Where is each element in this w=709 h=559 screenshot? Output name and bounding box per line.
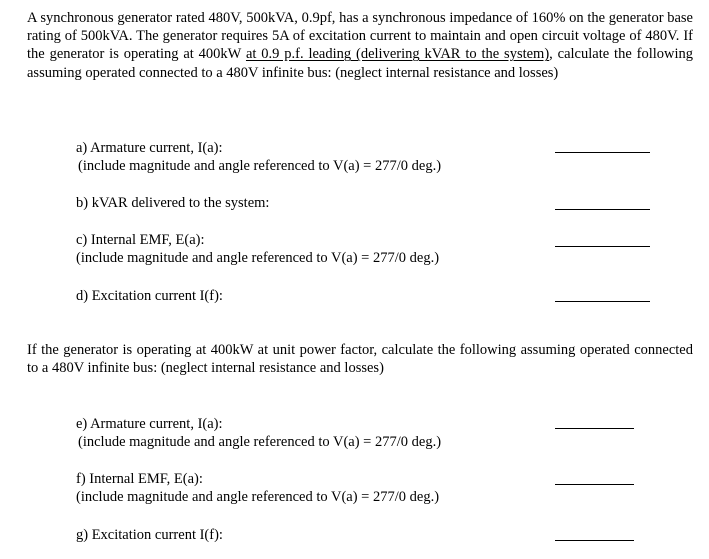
answer-blank-b[interactable] (555, 209, 650, 210)
intro-underlined-condition: at 0.9 p.f. leading (delivering kVAR to the system) (245, 46, 550, 63)
problem-intro-part2 (27, 341, 693, 377)
question-c-label: c) Internal EMF, E(a): (76, 232, 205, 248)
question-f-note: (include magnitude and angle referenced to V(a) = 277/0 deg.) (76, 489, 440, 506)
question-e-note: (include magnitude and angle referenced to V(a) = 277/0 deg.) (78, 434, 442, 451)
question-d-label: d) Excitation current I(f): (76, 288, 223, 304)
question-a-note: (include magnitude and angle referenced to V(a) = 277/0 deg.) (78, 158, 442, 175)
intro-text-a: A synchronous generator rated 480V, 500kVA, 0.9pf, has a synchronous impedance of 160% on the generator base rating of 500kVA. The generator requires 5A of excitation current to maintain and open circuit voltage of 480V. If the generator is operating at 400kW (27, 10, 693, 63)
question-f-label: f) Internal EMF, E(a): (76, 471, 203, 487)
question-b-label: b) kVAR delivered to the system: (76, 195, 270, 211)
question-g (76, 526, 223, 544)
answer-blank-e[interactable] (555, 428, 634, 429)
intro-text-b: , calculate the following assuming operated connected to a 480V infinite bus: (neglect internal resistance and losses) (27, 46, 693, 81)
question-e (76, 415, 441, 451)
question-f (76, 470, 439, 506)
answer-blank-a[interactable] (555, 152, 650, 153)
answer-blank-g[interactable] (555, 540, 634, 541)
question-d (76, 287, 223, 305)
problem-intro-part1 (27, 9, 693, 82)
question-g-label: g) Excitation current I(f): (76, 527, 223, 543)
answer-blank-c[interactable] (555, 246, 650, 247)
question-a-label: a) Armature current, I(a): (76, 140, 223, 156)
answer-blank-d[interactable] (555, 301, 650, 302)
question-c (76, 231, 439, 267)
part2-intro-text: If the generator is operating at 400kW at unit power factor, calculate the following assuming operated connected to a 480V infinite bus: (neglect internal resistance and losses) (27, 342, 693, 377)
question-a (76, 139, 441, 175)
question-e-label: e) Armature current, I(a): (76, 416, 223, 432)
answer-blank-f[interactable] (555, 484, 634, 485)
question-c-note: (include magnitude and angle referenced to V(a) = 277/0 deg.) (76, 250, 440, 267)
question-b (76, 194, 269, 212)
